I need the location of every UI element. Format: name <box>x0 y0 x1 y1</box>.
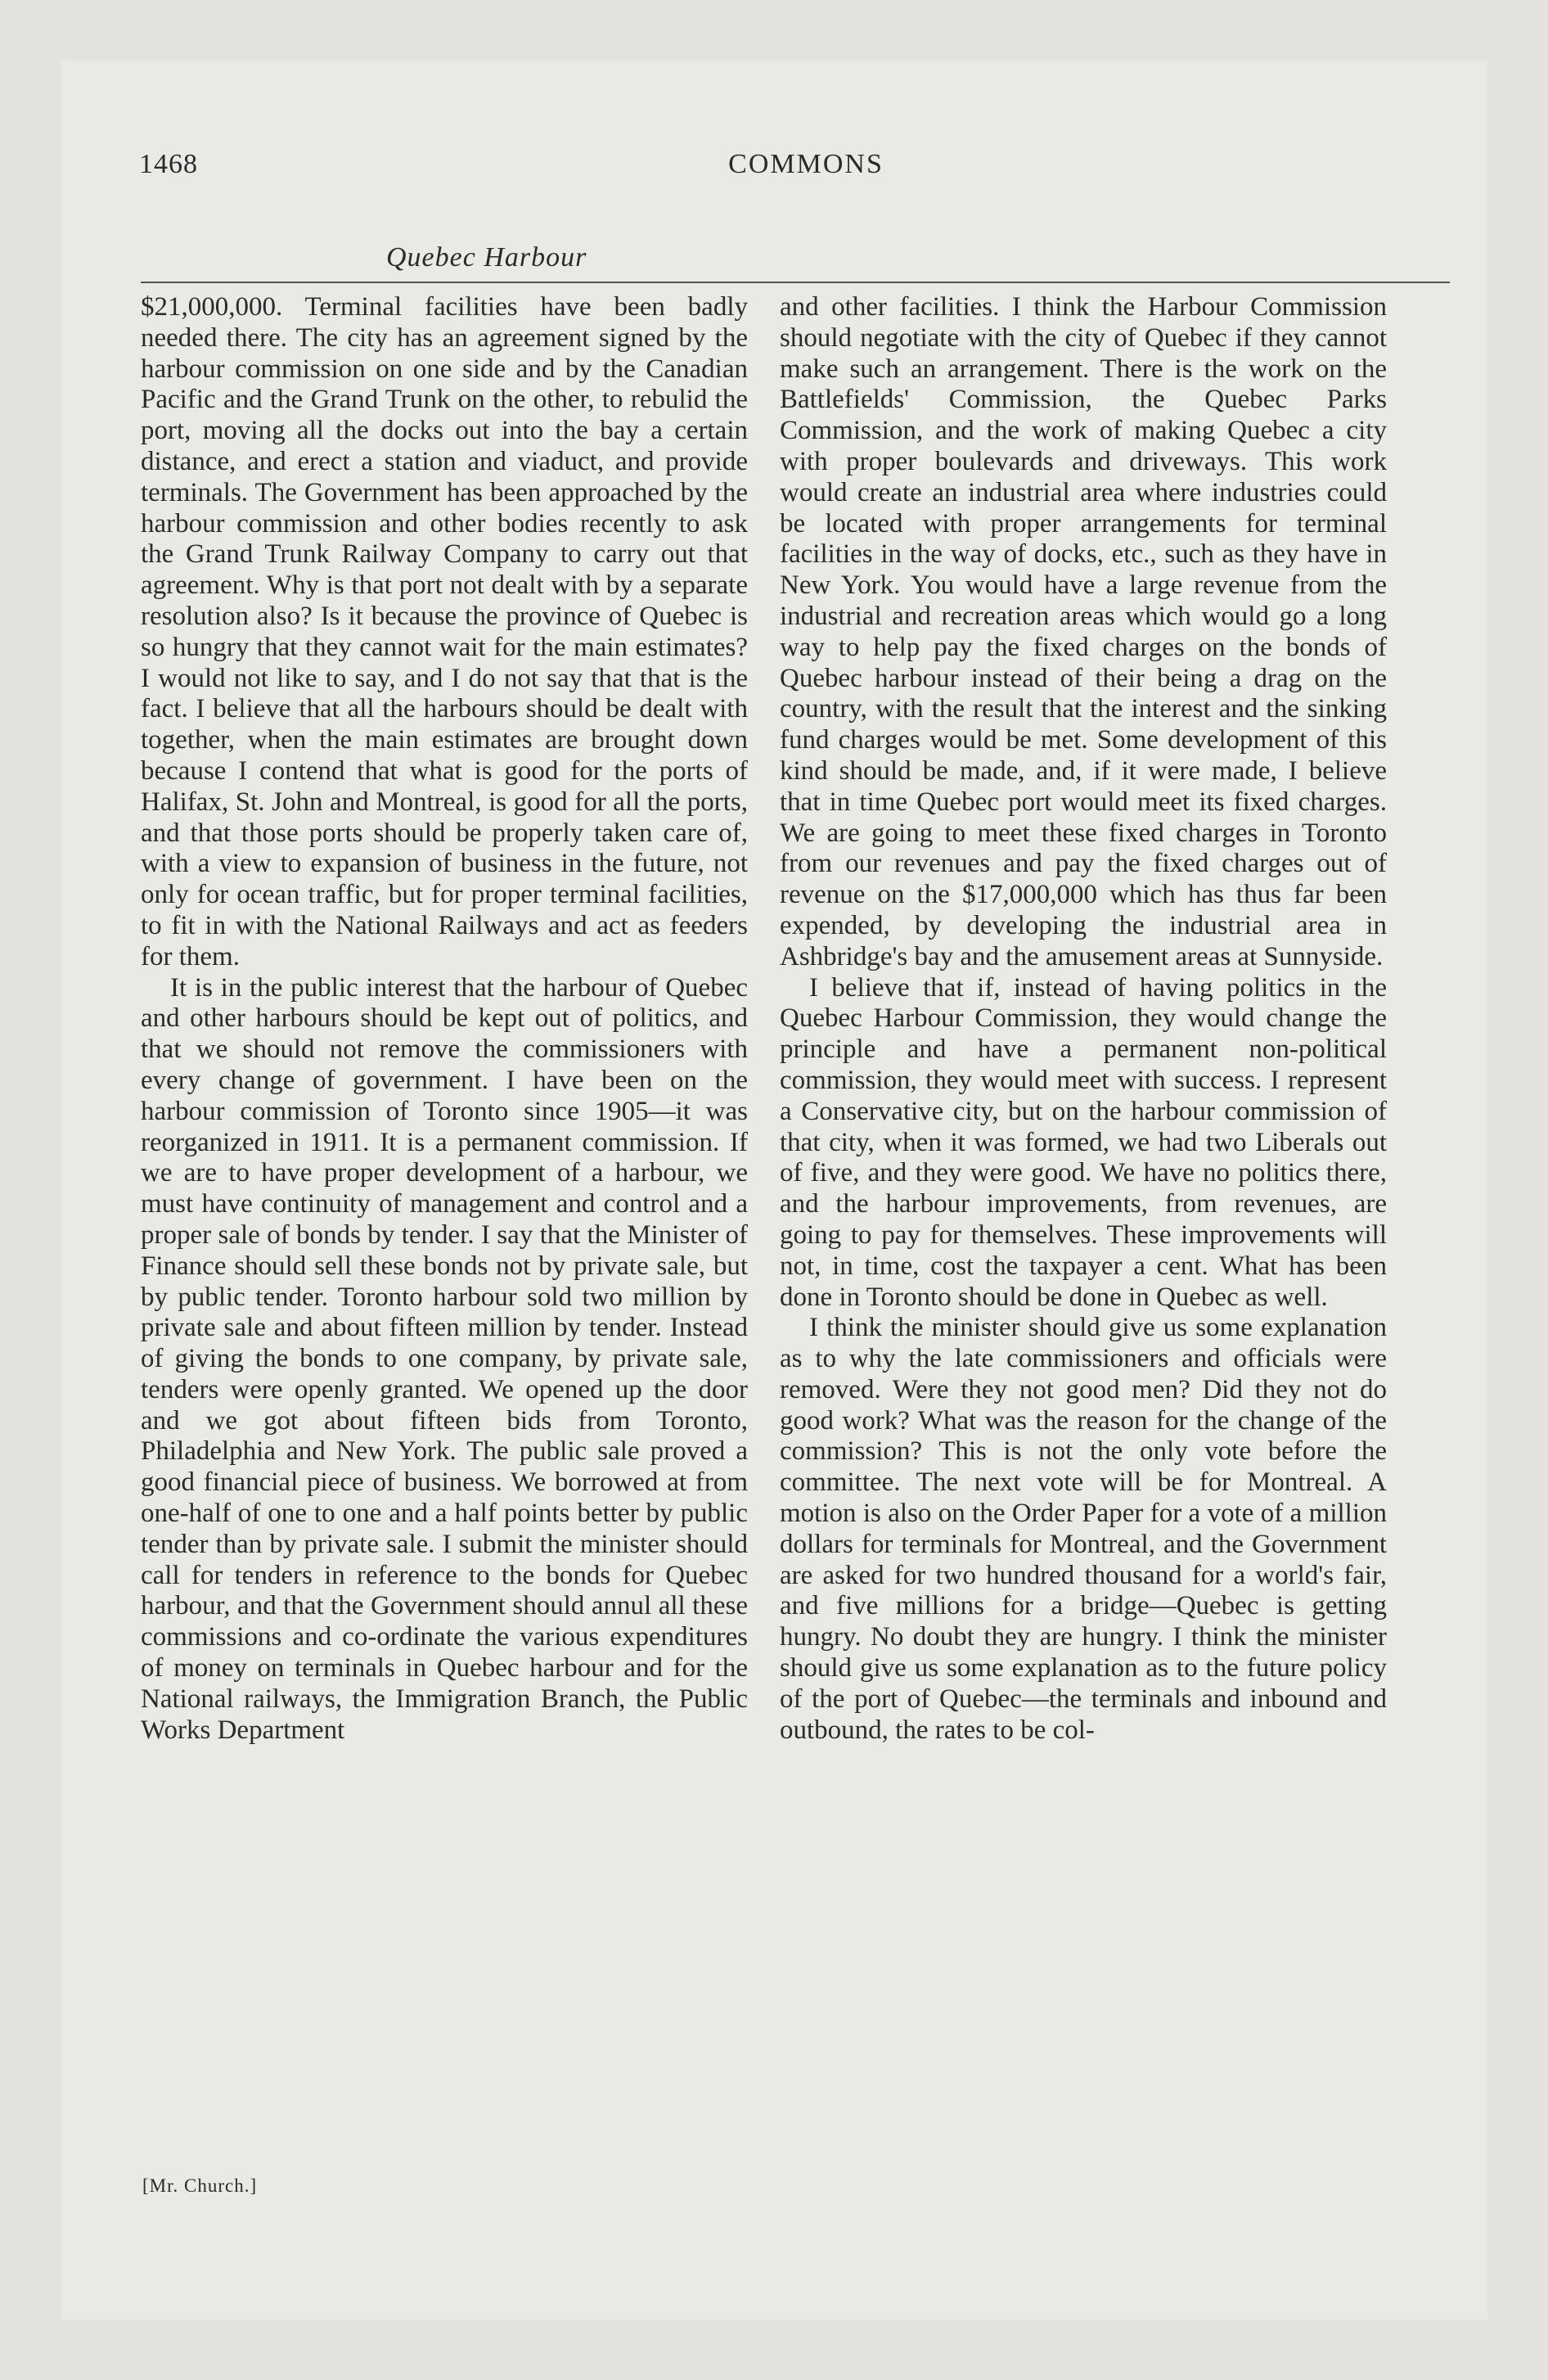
document-page <box>61 61 1487 2319</box>
paragraph: $21,000,000. Terminal facilities have been badly needed there. The city has an agreement signed by the harbour commission on one side and by the Canadian Pacific and the Grand Trunk on the other, to rebulid the port, moving all the docks out into the bay a certain distance, and erect a station and viaduct, and provide terminals. The Government has been approached by the harbour commission and other bodies recently to ask the Grand Trunk Railway Company to carry out that agreement. Why is that port not dealt with by a separate resolution also? Is it because the province of Quebec is so hungry that they cannot wait for the main estimates? I would not like to say, and I do not say that that is the fact. I believe that all the harbours should be dealt with together, when the main estimates are brought down because I contend that what is good for the ports of Halifax, St. John and Montreal, is good for all the ports, and that those ports should be properly taken care of, with a view to expansion of business in the future, not only for ocean traffic, but for proper terminal facilities, to fit in with the National Railways and act as feeders for them. <box>141 292 748 971</box>
speaker-footer: [Mr. Church.] <box>142 2175 258 2196</box>
running-head: COMMONS <box>728 149 884 179</box>
left-column <box>141 292 748 1746</box>
subject-heading: Quebec Harbour <box>386 242 587 273</box>
paragraph: I believe that if, instead of having politics in the Quebec Harbour Commission, they would change the principle and have a permanent non-political commission, they would meet with success. I represent a Conservative city, but on the harbour commission of that city, when it was formed, we had two Liberals out of five, and they were good. We have no politics there, and the harbour improvements, from revenues, are going to pay for themselves. These improvements will not, in time, cost the taxpayer a cent. What has been done in Toronto should be done in Quebec as well. <box>780 972 1387 1312</box>
paragraph: It is in the public interest that the harbour of Quebec and other harbours should be kept out of politics, and that we should not remove the commissioners with every change of government. I have been on the harbour commission of Toronto since 1905—it was reorganized in 1911. It is a permanent commission. If we are to have proper development of a harbour, we must have continuity of management and control and a proper sale of bonds by tender. I say that the Minister of Finance should sell these bonds not by private sale, but by public tender. Toronto harbour sold two million by private sale and about fifteen million by tender. Instead of giving the bonds to one company, by private sale, tenders were openly granted. We opened up the door and we got about fifteen bids from Toronto, Philadelphia and New York. The public sale proved a good financial piece of business. We borrowed at from one-half of one to one and a half points better by public tender than by private sale. I submit the minister should call for tenders in reference to the bonds for Quebec harbour, and that the Government should annul all these commissions and co-ordinate the various expenditures of money on terminals in Quebec harbour and for the National railways, the Immigration Branch, the Public Works Department <box>141 972 748 1745</box>
page-header <box>139 149 1473 288</box>
header-rule <box>141 282 1450 283</box>
paragraph: and other facilities. I think the Harbour Commission should negotiate with the city of Quebec if they cannot make such an arrangement. There is the work on the Battlefields' Commission, the Quebec Parks Commission, and the work of making Quebec a city with proper boulevards and driveways. This work would create an industrial area where industries could be located with proper arrangements for terminal facilities in the way of docks, etc., such as they have in New York. You would have a large revenue from the industrial and recreation areas which would go a long way to help pay the fixed charges on the bonds of Quebec harbour instead of their being a drag on the country, with the result that the interest and the sinking fund charges would be met. Some development of this kind should be made, and, if it were made, I believe that in time Quebec port would meet its fixed charges. We are going to meet these fixed charges in Toronto from our revenues and pay the fixed charges out of revenue on the $17,000,000 which has thus far been expended, by developing the industrial area in Ashbridge's bay and the amusement areas at Sunnyside. <box>780 292 1387 971</box>
page-number: 1468 <box>139 149 198 179</box>
paragraph: I think the minister should give us some explanation as to why the late commissioners and officials were removed. Were they not good men? Did they not do good work? What was the reason for the change of the commission? This is not the only vote before the committee. The next vote will be for Montreal. A motion is also on the Order Paper for a vote of a million dollars for terminals for Montreal, and the Government are asked for two hundred thousand for a world's fair, and five millions for a bridge—Quebec is getting hungry. No doubt they are hungry. I think the minister should give us some explanation as to the future policy of the port of Quebec—the terminals and inbound and outbound, the rates to be col- <box>780 1313 1387 1745</box>
right-column <box>780 292 1387 1746</box>
